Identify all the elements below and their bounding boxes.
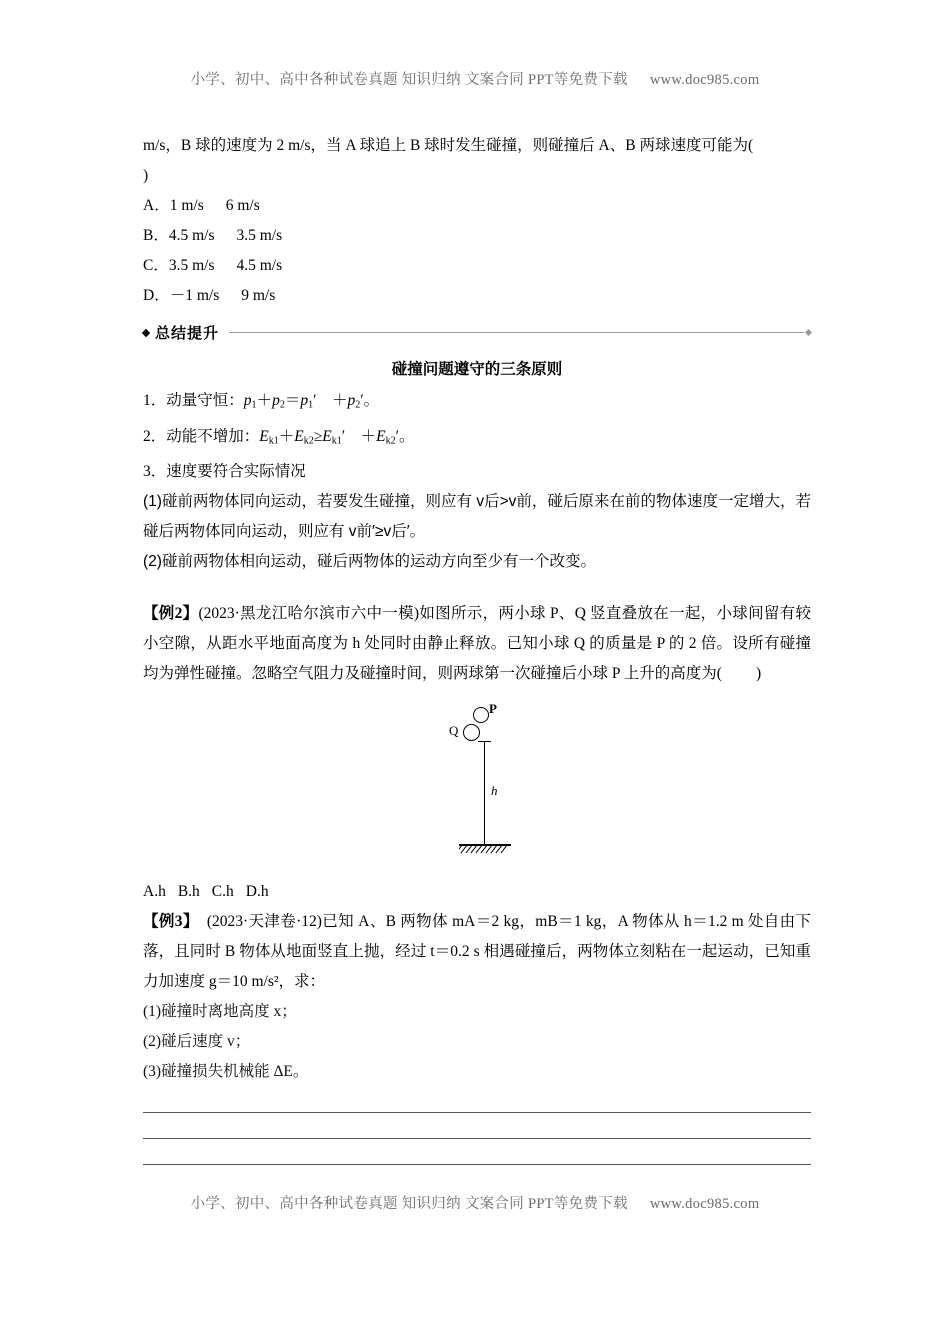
divider	[229, 332, 804, 333]
example3	[143, 907, 811, 1087]
example2-figure	[143, 695, 811, 875]
option-d-v1: －1 m/s	[169, 287, 220, 304]
answer-blank-line-2	[143, 1138, 811, 1139]
example2-tag: 【例2】	[143, 605, 199, 622]
option-c	[143, 251, 811, 281]
summary-item-1-name: 动量守恒	[166, 392, 229, 409]
watermark-text: 小学、初中、高中各种试卷真题 知识归纳 文案合同 PPT等免费下载	[190, 72, 628, 88]
example2-answer-b: B.h	[177, 883, 200, 900]
summary-item-1-num: 1．	[143, 392, 167, 409]
option-a-label: A．	[143, 197, 170, 214]
figure-label-q: Q	[449, 723, 459, 738]
ball-q-icon	[463, 724, 480, 741]
watermark-top	[0, 68, 950, 89]
figure-hatching	[459, 845, 511, 854]
example3-sub-3: (3)碰撞损失机械能 ΔE。	[143, 1063, 309, 1080]
summary-item-2: 2．动能不增加：$E_{k1}+E_{k2}\ge E_{k1}'$ $+E_{k2}'$。	[143, 427, 415, 446]
question1-stem-end: )	[143, 167, 149, 184]
summary-item-2-name: 动能不增加	[166, 427, 244, 445]
summary-item-3	[143, 456, 811, 487]
answer-blank-line-3	[143, 1164, 811, 1165]
figure-label-p: P	[489, 701, 497, 716]
option-b-v2: 3.5 m/s	[236, 227, 283, 244]
summary-item-3-name: 速度要符合实际情况	[166, 463, 306, 480]
example3-body: 已知 A、B 两物体 mA＝2 kg，mB＝1 kg，A 物体从 h＝1.2 m 处自由下落，且同时 B 物体从地面竖直上抛，经过 t＝0.2 s 相遇碰撞后，两物体立刻粘在一起运动，已知重力加速度 g＝10 m/s²，求：	[143, 913, 811, 990]
watermark-url-bottom: www.doc985.com	[649, 1196, 760, 1212]
option-a-v1: 1 m/s	[169, 197, 204, 214]
option-b	[143, 221, 811, 251]
option-d	[143, 281, 811, 311]
question1-stem	[143, 131, 811, 161]
figure-height-line	[484, 741, 485, 844]
example2-answer-a: A.h	[143, 883, 166, 900]
summary-item-2-num: 2．	[143, 427, 167, 445]
ball-p-icon	[473, 707, 489, 723]
option-c-label: C．	[143, 257, 169, 274]
document-content	[143, 131, 811, 1165]
example3-text	[143, 907, 811, 997]
option-d-v2: 9 m/s	[241, 287, 276, 304]
summary-title: 碰撞问题遵守的三条原则	[391, 361, 563, 378]
diamond-end-icon	[805, 329, 812, 336]
summary-paragraph-1: (1)碰前两物体同向运动，若要发生碰撞，则应有 v后>v前，碰后原来在前的物体速度一定增大，若碰后两物体同向运动，则应有 v前′≥v后′。	[143, 493, 811, 540]
option-c-v1: 3.5 m/s	[168, 257, 215, 274]
summary-paragraph-2: (2)碰前两物体相向运动，碰后两物体的运动方向至少有一个改变。	[143, 553, 596, 570]
figure-label-h: h	[491, 783, 498, 798]
answer-blank-line-1	[143, 1112, 811, 1113]
example2	[143, 599, 811, 907]
example3-tag: 【例3】	[143, 913, 191, 930]
watermark-url: www.doc985.com	[649, 72, 760, 88]
option-b-label: B．	[143, 227, 169, 244]
option-a-v2: 6 m/s	[225, 197, 260, 214]
example3-sub-2: (2)碰后速度 v；	[143, 1033, 251, 1050]
example2-text	[143, 599, 811, 689]
summary-item-3-num: 3．	[143, 463, 167, 480]
diamond-icon	[142, 328, 150, 336]
example2-answer-d: D.h	[245, 883, 269, 900]
example2-source: (2023·黑龙江哈尔滨市六中一模)	[198, 605, 420, 622]
example3-sub-1: (1)碰撞时离地高度 x；	[143, 1003, 297, 1020]
option-b-v1: 4.5 m/s	[168, 227, 215, 244]
summary-bar-title: 总结提升	[155, 325, 220, 342]
option-a	[143, 191, 811, 221]
example2-answers	[143, 877, 811, 907]
watermark-text-bottom: 小学、初中、高中各种试卷真题 知识归纳 文案合同 PPT等免费下载	[190, 1196, 628, 1212]
example2-answer-c: C.h	[211, 883, 234, 900]
example2-body: 如图所示，两小球 P、Q 竖直叠放在一起，小球间留有较小空隙，从距水平地面高度为 h 处同时由静止释放。已知小球 Q 的质量是 P 的 2 倍。设所有碰撞均为弹性碰撞。忽略空气阻力及碰撞时间，则两球第一次碰撞后小球 P 上升的高度为(	[143, 605, 811, 682]
option-d-label: D．	[143, 287, 170, 304]
example2-body-end: )	[755, 665, 762, 682]
option-c-v2: 4.5 m/s	[236, 257, 283, 274]
example3-source: (2023·天津卷·12)	[206, 913, 322, 930]
watermark-bottom	[0, 1192, 950, 1213]
summary-item-1: 1．动量守恒：$p_1+p_2=p_1'$ $+p_2'$。	[143, 392, 380, 411]
summary-header	[143, 322, 811, 343]
question1-stem-text: m/s，B 球的速度为 2 m/s，当 A 球追上 B 球时发生碰撞，则碰撞后 A、B 两球速度可能为(	[143, 137, 754, 154]
